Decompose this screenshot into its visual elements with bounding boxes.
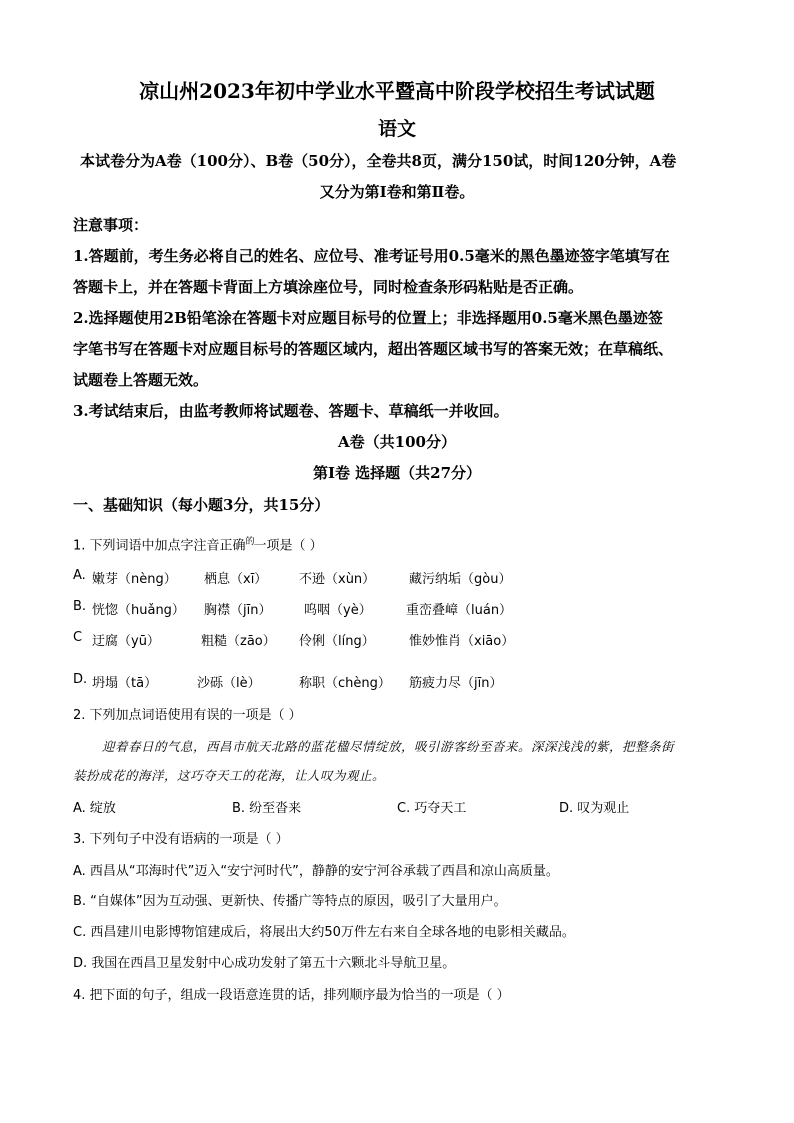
option-label: B. xyxy=(73,599,87,614)
option-item: 藏污纳垢（gòu） xyxy=(409,572,512,587)
notice-item-1-line-2: 答题卡上，并在答题卡背面上方填涂座位号，同时检查条形码粘贴是否正确。 xyxy=(73,278,584,296)
question-2-option-d: D. 叹为观止 xyxy=(559,801,630,816)
question-1-stem-b: 一项是（ ） xyxy=(253,538,323,554)
option-item: 不逊（xùn） xyxy=(299,572,376,587)
option-item: 筋疲力尽（jīn） xyxy=(409,676,503,691)
question-4-stem: 4. 把下面的句子，组成一段语意连贯的话，排列顺序最为恰当的一项是（ ） xyxy=(73,988,510,1003)
part-1-heading: 一、基础知识（每小题3分，共15分） xyxy=(73,496,330,514)
notice-item-2-line-1: 2.选择题使用2B铅笔涂在答题卡对应题目标号的位置上；非选择题用0.5毫米黑色墨迹签 xyxy=(73,309,663,327)
volume-1-heading: 第Ⅰ卷 选择题（共27分） xyxy=(312,464,482,482)
question-3-option-d: D. 我国在西昌卫星发射中心成功发射了第五十六颗北斗导航卫星。 xyxy=(73,956,456,971)
notice-item-2-line-3: 试题卷上答题无效。 xyxy=(73,371,209,389)
option-item: 坍塌（tā） xyxy=(92,676,158,691)
page-title: 凉山州2023年初中学业水平暨高中阶段学校招生考试试题 xyxy=(139,79,655,103)
option-item: 呜咽（yè） xyxy=(304,603,372,618)
option-item: 恍惚（huǎng） xyxy=(92,603,185,618)
option-item: 伶俐（líng） xyxy=(299,634,375,649)
question-3-stem: 3. 下列句子中没有语病的一项是（ ） xyxy=(73,832,289,847)
question-1-stem-a: 1. 下列词语中加点字注音正确 xyxy=(73,538,246,554)
part-a-heading: A卷（共100分） xyxy=(338,433,456,451)
option-item: 重峦叠嶂（luán） xyxy=(406,603,513,618)
option-label: A. xyxy=(73,568,86,583)
notice-item-3: 3.考试结束后，由监考教师将试题卷、答题卡、草稿纸一并收回。 xyxy=(73,402,509,420)
option-item: 胸襟（jīn） xyxy=(204,603,272,618)
intro-line-1: 本试卷分为A卷（100分）、B卷（50分），全卷共8页，满分150试，时间120分钟，A卷 xyxy=(80,152,677,170)
option-label: C xyxy=(73,630,83,645)
question-2-stem: 2. 下列加点词语使用有误的一项是（ ） xyxy=(73,708,302,723)
option-item: 迂腐（yū） xyxy=(92,634,160,649)
notice-item-2-line-2: 字笔书写在答题卡对应题目标号的答题区域内，超出答题区域书写的答案无效；在草稿纸、 xyxy=(73,340,674,358)
question-1-stem xyxy=(73,534,734,553)
notice-item-1-line-1: 1.答题前，考生务必将自己的姓名、应位号、准考证号用0.5毫米的黑色墨迹签字笔填写在 xyxy=(73,247,670,265)
question-3-option-a: A. 西昌从“邛海时代”迈入“安宁河时代”，静静的安宁河谷承载了西昌和凉山高质量。 xyxy=(73,864,559,879)
option-item: 粗糙（zāo） xyxy=(201,634,276,649)
question-3-option-c: C. 西昌建川电影博物馆建成后，将展出大约50万件左右来自全球各地的电影相关藏品。 xyxy=(73,925,575,940)
question-2-passage-line-1: 迎着春日的气息，西昌市航天北路的蓝花楹尽情绽放，吸引游客纷至沓来。深深浅浅的紫，把整条街 xyxy=(102,739,675,754)
option-item: 惟妙惟肖（xiāo） xyxy=(409,634,515,649)
question-2-option-a: A. 绽放 xyxy=(73,801,116,816)
question-2-passage-line-2: 装扮成花的海洋，这巧夺天工的花海，让人叹为观止。 xyxy=(73,768,386,783)
notice-heading: 注意事项： xyxy=(73,216,149,234)
subject-title: 语文 xyxy=(377,118,416,140)
option-label: D. xyxy=(73,672,88,687)
question-3-option-b: B. “自媒体”因为互动强、更新快、传播广等特点的原因，吸引了大量用户。 xyxy=(73,894,507,909)
question-1-stem-mark: 的 xyxy=(245,537,255,547)
option-item: 嫩芽（nèng） xyxy=(92,572,177,587)
option-item: 称职（chèng） xyxy=(299,676,391,691)
question-2-option-c: C. 巧夺天工 xyxy=(397,801,467,816)
intro-line-2: 又分为第Ⅰ卷和第Ⅱ卷。 xyxy=(319,183,475,201)
option-item: 栖息（xī） xyxy=(204,572,268,587)
question-2-option-b: B. 纷至沓来 xyxy=(232,801,302,816)
option-item: 沙砾（lè） xyxy=(197,676,261,691)
